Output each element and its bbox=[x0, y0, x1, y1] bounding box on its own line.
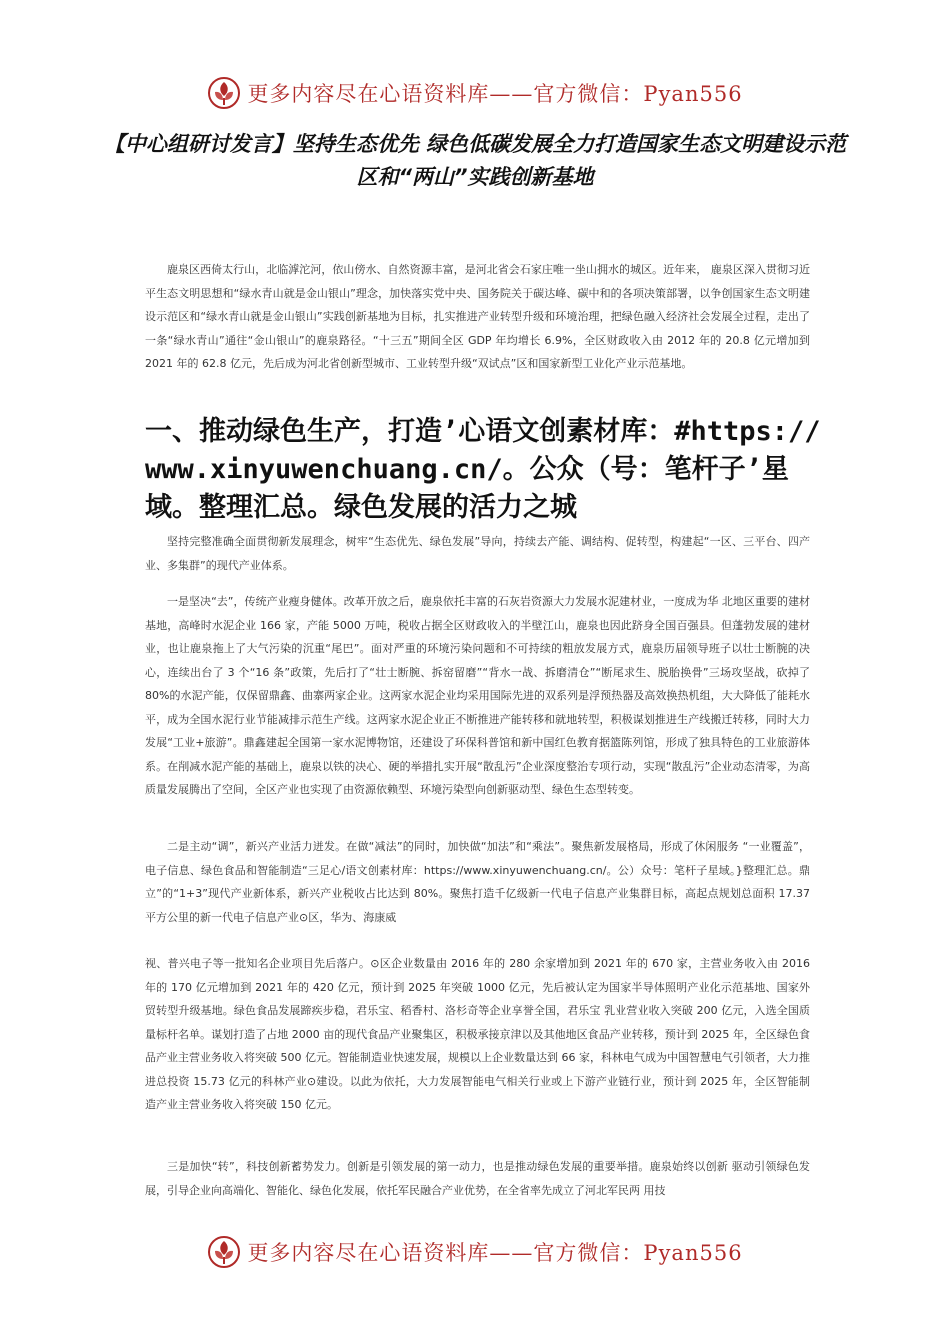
section-heading-1: 一、推动绿色生产，打造’心语文创素材库：#https://www.xinyuwenchuang.cn/。公众（号：笔杆子’星域。整理汇总。绿色发展的活力之城 bbox=[145, 416, 821, 523]
section1-paragraph-4: 三是加快“转”，科技创新蓄势发力。创新是引领发展的第一动力，也是推动绿色发展的重要举措。鹿泉始终以创新 驱动引领绿色发展，引导企业向高端化、智能化、绿色化发展，依托军民融合产业优势，在全省率先成立了河北军民两 用技 bbox=[145, 1160, 810, 1197]
flower-logo-icon bbox=[207, 1235, 241, 1269]
watermark-text: 更多内容尽在心语资料库——官方微信：Pyan556 bbox=[247, 1241, 743, 1265]
document-title: 【中心组研讨发言】坚持生态优先 绿色低碳发展全力打造国家生态文明建设示范区和“两山”实践创新基地 bbox=[103, 132, 847, 189]
watermark-text: 更多内容尽在心语资料库——官方微信：Pyan556 bbox=[247, 82, 743, 106]
section1-paragraph-2: 一是坚决“去”，传统产业瘦身健体。改革开放之后，鹿泉依托丰富的石灰岩资源大力发展水泥建材业，一度成为华 北地区重要的建材基地，高峰时水泥企业 166 家，产能 5000 万吨，税收占据全区财政收入的半壁江山，鹿泉也因此跻身全国百强县。但蓬勃发展的建材业，也让鹿泉拖上了大气污染的沉重“尾巴”。面对严重的环境污染问题和不可持续的粗放发展方式，鹿泉历届领导班子以壮士断腕的决心，连续出台了 3 个“16 条”政策，先后打了“壮士断腕、拆窑留磨”“背水一战、拆磨清仓”“断尾求生、脱胎换骨”三场攻坚战，砍掉了 80%的水泥产能，仅保留鼎鑫、曲寨两家企业。这两家水泥企业均采用国际先进的双系列是浮预热器及高效换热机组，大大降低了能耗水平，成为全国水泥行业节能减排示范生产线。这两家水泥企业正不断推进产能转移和就地转型，积极谋划推进生产线搬迁转移，同时大力发展“工业+旅游”。鼎鑫建起全国第一家水泥博物馆，还建设了环保科普馆和新中国红色教育据篮陈列馆，形成了独具特色的工业旅游体系。在削减水泥产能的基础上，鹿泉以铁的决心、硬的举措扎实开展“散乱污”企业深度整治专项行动，实现“散乱污”企业动态清零，为高质量发展腾出了空间，全区产业也实现了由资源依赖型、环境污染型向创新驱动型、绿色生态型转变。 bbox=[145, 595, 810, 796]
header-watermark-banner bbox=[0, 73, 950, 113]
section1-paragraph-1: 坚持完整准确全面贯彻新发展理念，树牢“生态优先、绿色发展”导向，持续去产能、调结构、促转型，构建起“一区、三平台、四产业、多集群”的现代产业体系。 bbox=[145, 535, 810, 572]
intro-paragraph: 鹿泉区西倚太行山，北临滹沱河，依山傍水、自然资源丰富，是河北省会石家庄唯一坐山拥水的城区。近年来， 鹿泉区深入贯彻习近平生态文明思想和“绿水青山就是金山银山”理念，加快落实党中央、国务院关于碳达峰、碳中和的各项决策部署，以争创国家生态文明建设示范区和“绿水青山就是金山银山”实践创新基地为目标，扎实推进产业转型升级和环境治理，把绿色融入经济社会发展全过程，走出了一条“绿水青山”通往“金山银山”的鹿泉路径。“十三五”期间全区 GDP 年均增长 6.9%，全区财政收入由 2012 年的 20.8 亿元增加到 2021 年的 62.8 亿元，先后成为河北省创新型城市、工业转型升级“双试点”区和国家新型工业化产业示范基地。 bbox=[145, 263, 810, 370]
section1-paragraph-3a: 二是主动“调”，新兴产业活力迸发。在做“减法”的同时，加快做“加法”和“乘法”。聚焦新发展格局，形成了休闲服务 “一业覆盖”，电子信息、绿色食品和智能制造“三足心/语文创素材库：https://www.xinyuwenchuang.cn/。公）众号：笔杆子星域。}整理汇总。鼎立”的“1+3”现代产业新体系，新兴产业税收占比达到 80%。聚焦打造千亿级新一代电子信息产业集群目标，高起点规划总面积 17.37 平方公里的新一代电子信息产业⊙区，华为、海康威 bbox=[145, 840, 810, 924]
section1-paragraph-3b: 视、普兴电子等一批知名企业项目先后落户。⊙区企业数量由 2016 年的 280 余家增加到 2021 年的 670 家，主营业务收入由 2016 年的 170 亿元增加到 2021 年的 420 亿元，预计到 2025 年突破 1000 亿元，先后被认定为国家半导体照明产业化示范基地、国家外贸转型升级基地。绿色食品发展蹄疾步稳，君乐宝、稻香村、洛杉奇等企业享誉全国，君乐宝 乳业营业收入突破 200 亿元，入选全国质量标杆名单。谋划打造了占地 2000 亩的现代食品产业聚集区，积极承接京津以及其他地区食品产业转移，预计到 2025 年，全区绿色食品产业主营业务收入将突破 500 亿元。智能制造业快速发展，规模以上企业数量达到 66 家，科林电气成为中国智慧电气引领者，大力推进总投资 15.73 亿元的科林产业⊙建设。以此为依托，大力发展智能电气相关行业或上下游产业链行业，预计到 2025 年，全区智能制造产业主营业务收入将突破 150 亿元。 bbox=[145, 957, 810, 1111]
flower-logo-icon bbox=[207, 76, 241, 110]
footer-watermark-banner bbox=[0, 1232, 950, 1272]
